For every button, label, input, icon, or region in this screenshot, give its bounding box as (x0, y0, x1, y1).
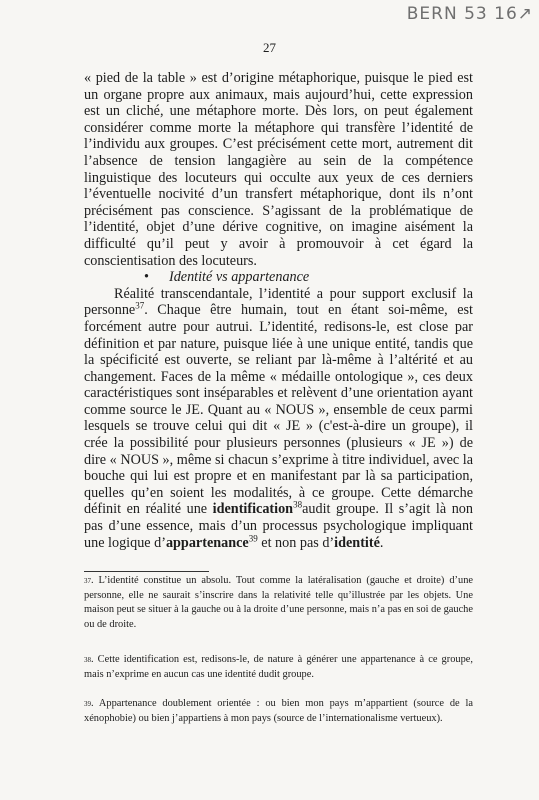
footnote-mark: 38 (84, 656, 91, 664)
paragraph-2-part-d: et non pas d’ (257, 534, 335, 551)
footnote-37 (84, 574, 473, 632)
section-heading (84, 269, 473, 286)
paragraph-2-part-e: . (379, 534, 384, 551)
body-text (84, 70, 473, 551)
footnote-text: . Cette identification est, redisons-le, de nature à générer une appartenance à ce groupe, mais n’exprime en aucun cas une identité dudit groupe. (84, 654, 473, 680)
section-heading-text: Identité vs appartenance (168, 269, 310, 286)
footnote-separator (84, 571, 209, 572)
footnote-text: . Appartenance doublement orientée : ou bien mon pays m’appartient (source de la xénophobie) ou bien j’appartiens à mon pays (source de l’internationalisme vertueux). (84, 698, 473, 724)
footnote-ref-39[interactable]: 39 (248, 532, 258, 543)
handwritten-annotation: BERN 53 16↗ (406, 4, 533, 24)
bullet-icon: • (144, 269, 149, 286)
page-number: 27 (263, 40, 276, 55)
paragraph-2-part-b: . Chaque être humain, tout en étant soi-même, est forcément autre pour autrui. L’identité, redisons-le, est close par définition et par nature, puisque liée à une unique entité, tandis que la spécificité est ouverte, se reliant par là-même à l’altérité et au changement. Faces de la même « médaille ontologique », ces deux caractéristiques sont inséparables et relèvent d’une orientation ayant comme source le JE. Quant au « NOUS », ensemble de ceux parmi lesquels se trouve celui qui dit « JE » (c'est-à-dire un groupe), il crée la possibilité pour plusieurs personnes (plusieurs « JE ») de dire « NOUS », même si chacun s’exprime à titre individuel, avec la bouche qui lui est propre et en manifestant par là sa participation, quelles qu’en soient les modalités, à ce groupe. Cette démarche définit en réalité une (84, 302, 473, 518)
paragraph-2-part-a: Réalité transcendantale, l’identité a pour support exclusif la personne (84, 285, 473, 319)
footnote-ref-37[interactable]: 37 (135, 300, 145, 311)
footnote-mark: 37 (84, 577, 91, 585)
term-appartenance: appartenance (165, 534, 249, 551)
paragraph-2-part-c: audit groupe. Il s’agit là non pas d’une essence, mais d’un processus psychologique impliquant une logique d’ (84, 501, 473, 551)
footnote-38 (84, 653, 473, 682)
paragraph-1: « pied de la table » est d’origine métaphorique, puisque le pied est un organe propre aux animaux, mais aujourd’hui, cette expression est un cliché, une métaphore morte. Dès lors, on peut également considérer comme morte la métaphore qui transfère l’identité de l’individu aux groupes. C’est précisément cette mort, autrement dit l’absence de tension langagière au sein de la compétence linguistique des locuteurs qui occulte aux yeux de ces derniers l’éventuelle nocivité d’un transfert métaphorique, dont ils n’ont précisément pas conscience. S’agissant de la problématique de l’identité, objet d’une dérive cognitive, on imagine aisément la difficulté qu’il peut y avoir à promouvoir à cet égard la conscientisation des locuteurs. (84, 70, 473, 269)
footnote-mark: 39 (84, 700, 91, 708)
footnote-ref-38[interactable]: 38 (293, 499, 303, 510)
term-identite: identité (334, 534, 380, 551)
footnote-text: . L’identité constitue un absolu. Tout comme la latéralisation (gauche et droite) d’une personne, elle ne saurait s’inscrire dans la relativité telle qu’illustrée par les objets. Une maison peut se situer à la gauche ou à la droite d’une personne, mais n’a pas en soi de gauche ou de droite. (84, 575, 473, 630)
footnote-39 (84, 697, 473, 726)
paragraph-2 (84, 286, 473, 552)
term-identification: identification (212, 501, 294, 518)
